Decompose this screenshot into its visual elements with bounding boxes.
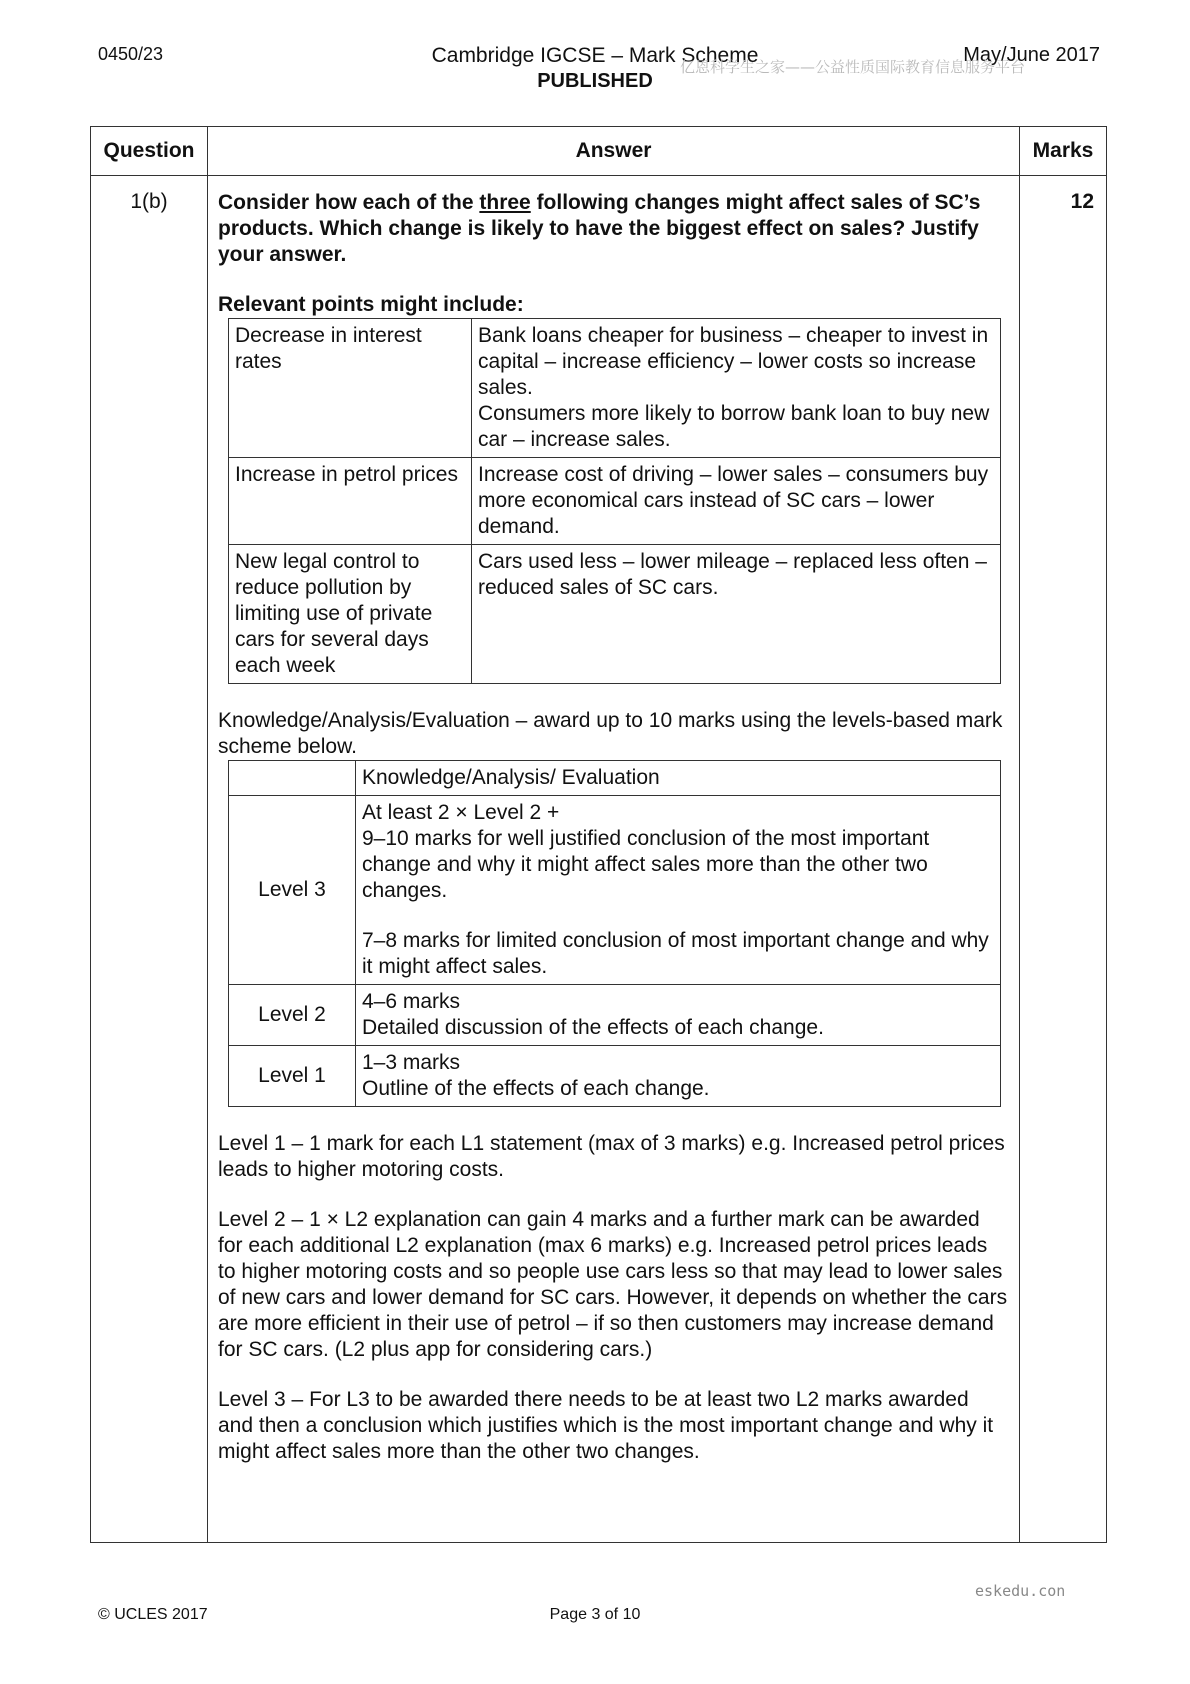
table-row xyxy=(229,985,1001,1046)
level-line: 1–3 marks xyxy=(362,1051,461,1074)
level-line: 7–8 marks for limited conclusion of most important change and why it might affect sales. xyxy=(362,929,989,978)
page-number: Page 3 of 10 xyxy=(549,1606,641,1623)
answer-column-header: Answer xyxy=(208,127,1020,176)
copyright: © UCLES 2017 xyxy=(98,1606,208,1623)
change-cell: New legal control to reduce pollution by limiting use of private cars for several days each week xyxy=(229,545,472,684)
effect-text-2: Consumers more likely to borrow bank loan to buy new car – increase sales. xyxy=(478,402,990,451)
level-2-note: Level 2 – 1 × L2 explanation can gain 4 marks and a further mark can be awarded for each additional L2 explanation (max 6 marks) e.g. Increased petrol prices leads to higher motoring costs and so people use cars less so that may lead to lower sales of new cars and lower demand for SC cars. However, it depends on whether the cars are more efficient in their use of petrol – if so then customers may increase demand for SC cars. (L2 plus app for considering cars.) xyxy=(218,1208,1008,1361)
empty-header-cell xyxy=(229,761,356,796)
level-line: Outline of the effects of each change. xyxy=(362,1077,710,1100)
effect-cell: Increase cost of driving – lower sales – consumers buy more economical cars instead of SC cars – lower demand. xyxy=(472,458,1001,545)
effect-text: Bank loans cheaper for business – cheaper to invest in capital – increase efficiency – lower costs so increase sales. xyxy=(478,324,989,399)
level-line: 4–6 marks xyxy=(362,990,461,1013)
prompt-text-1: Consider how each of the xyxy=(218,191,480,214)
levels-column-header: Knowledge/Analysis/ Evaluation xyxy=(356,761,1001,796)
level-descriptor xyxy=(356,796,1001,985)
level-descriptor xyxy=(356,1046,1001,1107)
question-column-header: Question xyxy=(91,127,208,176)
table-row xyxy=(229,319,1001,458)
table-row xyxy=(229,796,1001,985)
relevant-points-table xyxy=(228,318,1001,684)
question-number: 1(b) xyxy=(91,176,208,1543)
table-row xyxy=(229,1046,1001,1107)
site-watermark: eskedu.con xyxy=(975,1582,1066,1600)
table-row xyxy=(229,761,1001,796)
change-cell: Increase in petrol prices xyxy=(229,458,472,545)
marks-column-header: Marks xyxy=(1020,127,1107,176)
paper-code: 0450/23 xyxy=(98,44,164,64)
exam-session: May/June 2017 xyxy=(963,44,1100,66)
mark-scheme-table xyxy=(90,126,1107,1543)
relevant-points-heading: Relevant points might include: xyxy=(218,293,524,316)
level-3-note: Level 3 – For L3 to be awarded there needs to be at least two L2 marks awarded and then a conclusion which justifies which is the most important change and why it might affect sales more than the other two changes. xyxy=(218,1388,994,1463)
level-line: Detailed discussion of the effects of each change. xyxy=(362,1016,824,1039)
level-label: Level 3 xyxy=(229,796,356,985)
published-label: PUBLISHED xyxy=(537,70,653,92)
levels-table xyxy=(228,760,1001,1107)
level-label: Level 1 xyxy=(229,1046,356,1107)
level-line: At least 2 × Level 2 + xyxy=(362,801,560,824)
table-row xyxy=(229,545,1001,684)
change-cell: Decrease in interest rates xyxy=(229,319,472,458)
table-row xyxy=(229,458,1001,545)
table-row xyxy=(91,176,1107,1543)
kae-instructions: Knowledge/Analysis/Evaluation – award up to 10 marks using the levels-based mark scheme below. xyxy=(218,709,1003,758)
prompt-text-2: following changes might affect sales of SC’s products. Which change is likely to have the biggest effect on sales? Justify your answer. xyxy=(218,191,981,266)
level-1-note: Level 1 – 1 mark for each L1 statement (max of 3 marks) e.g. Increased petrol prices leads to higher motoring costs. xyxy=(218,1132,1005,1181)
answer-cell xyxy=(208,176,1020,1543)
table-header-row xyxy=(91,127,1107,176)
effect-cell xyxy=(472,319,1001,458)
level-line: 9–10 marks for well justified conclusion of the most important change and why it might affect sales more than the other two changes. xyxy=(362,827,930,902)
document-title: Cambridge IGCSE – Mark Scheme xyxy=(431,44,759,67)
marks-value: 12 xyxy=(1020,176,1107,1543)
level-descriptor xyxy=(356,985,1001,1046)
level-label: Level 2 xyxy=(229,985,356,1046)
prompt-underlined-word: three xyxy=(479,191,531,214)
effect-cell: Cars used less – lower mileage – replaced less often – reduced sales of SC cars. xyxy=(472,545,1001,684)
watermark-text: 亿恩科学生之家——公益性质国际教育信息服务平台 xyxy=(680,58,1026,76)
question-prompt xyxy=(218,190,1009,268)
